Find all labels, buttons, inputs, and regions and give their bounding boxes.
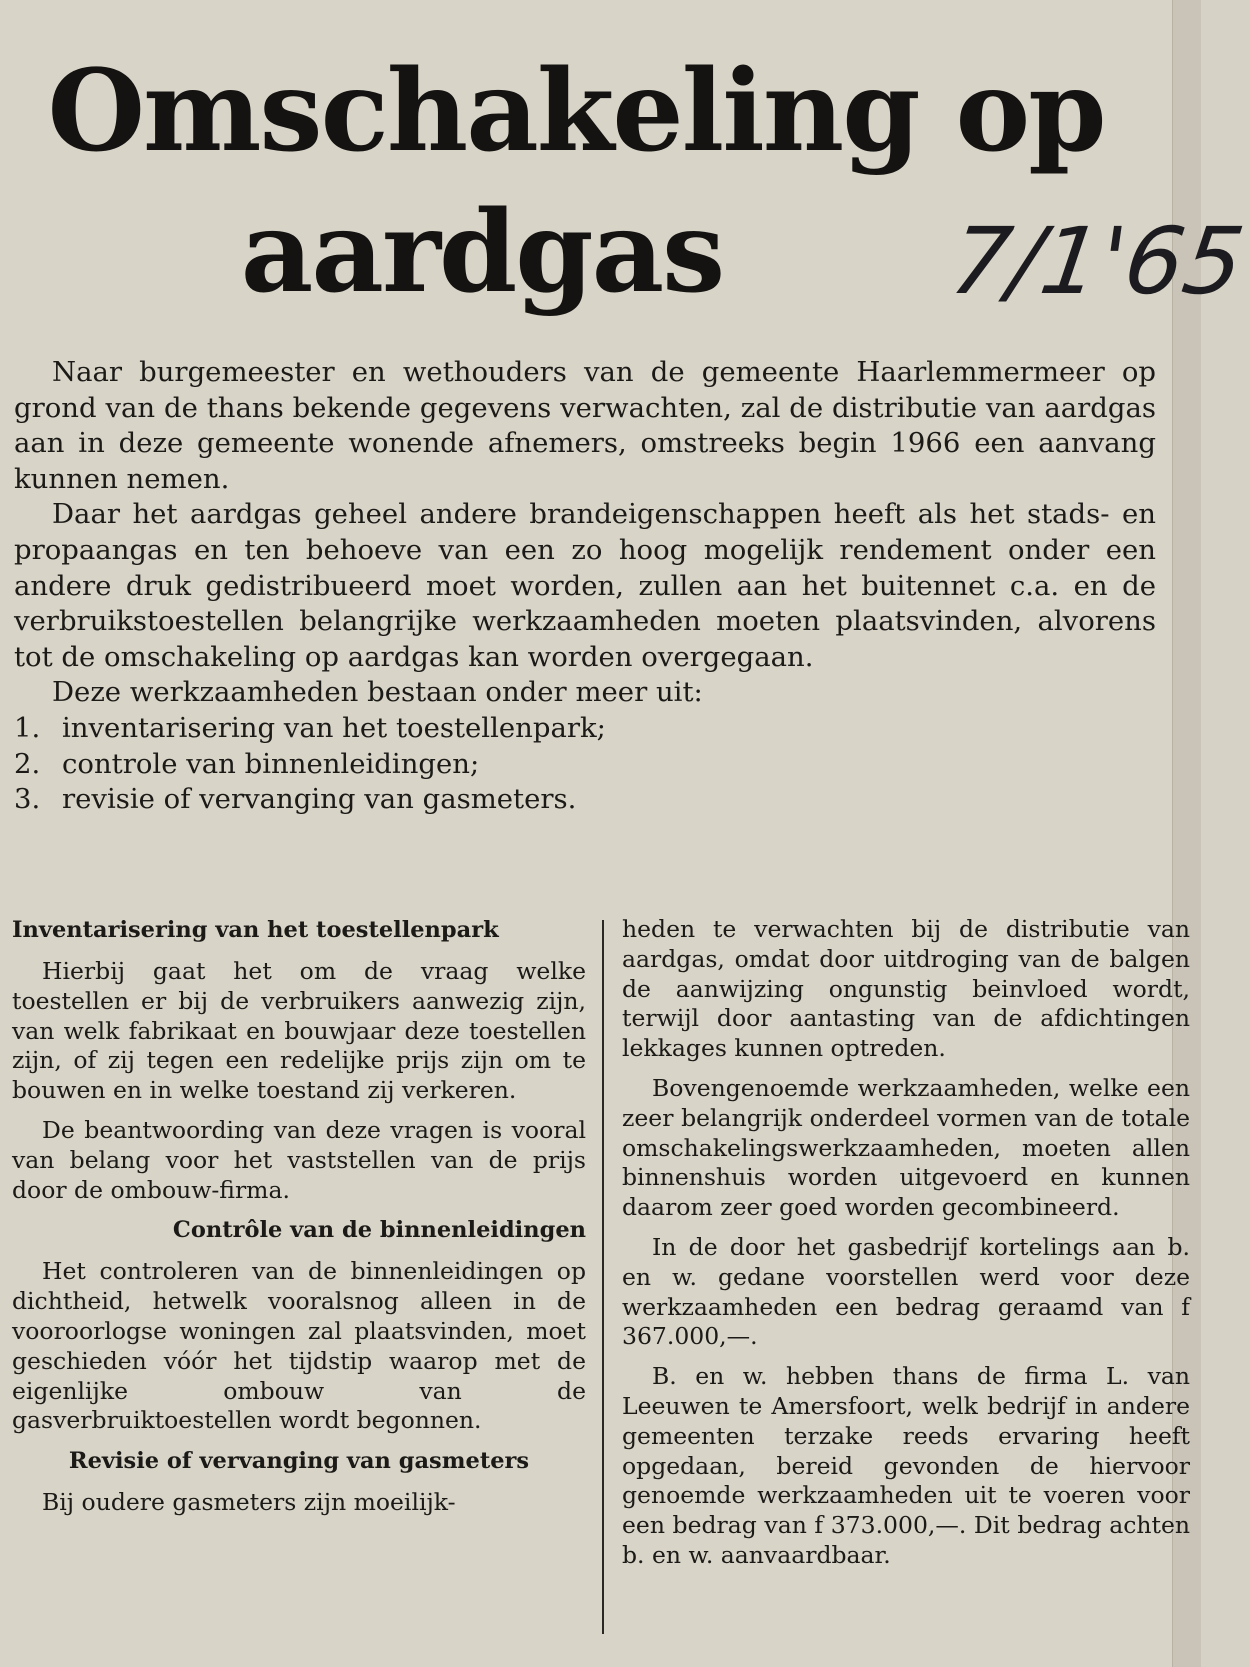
right-column bbox=[622, 915, 1190, 1581]
list-item-text: inventarisering van het toestellenpark; bbox=[62, 711, 606, 744]
intro-paragraph-1: Naar burgemeester en wethouders van de gemeente Haarlemmermeer op grond van de thans bekende gegevens verwachten, zal de distributie van aardgas aan in deze gemeente wonende afnemers, omstreeks begin 1966 een aanvang kunnen nemen. bbox=[14, 356, 1156, 495]
section-heading-inventory: Inventarisering van het toestellenpark bbox=[12, 917, 499, 943]
paragraph: In de door het gasbedrijf kortelings aan b. en w. gedane voorstellen werd voor deze werkzaamheden een bedrag geraamd van f 367.000,—. bbox=[622, 1232, 1190, 1351]
intro-section bbox=[14, 355, 1156, 818]
list-item-text: controle van binnenleidingen; bbox=[62, 747, 480, 780]
list-item bbox=[14, 747, 1156, 783]
paragraph: Het controleren van de binnenleidingen op dichtheid, hetwelk vooralsnog alleen in de vooroorlogse woningen zal plaatsvinden, moet geschieden vóór het tijdstip waarop met de eigenlijke ombouw van de gasverbruiktoestellen wordt begonnen. bbox=[12, 1257, 586, 1435]
list-item bbox=[14, 711, 1156, 747]
handwritten-date: 7/1'65 bbox=[944, 208, 1250, 315]
intro-paragraph-2: Daar het aardgas geheel andere brandeigenschappen heeft als het stads- en propaangas en ten behoeve van een zo hoog mogelijk rendement onder een andere druk gedistribueerd moet worden, zullen aan het buitennet c.a. en de verbruikstoestellen belangrijke werkzaamheden moeten plaatsvinden, alvorens tot de omschakeling op aardgas kan worden overgegaan. bbox=[14, 498, 1156, 673]
list-item-number: 2. bbox=[14, 747, 41, 780]
intro-paragraph-3: Deze werkzaamheden bestaan onder meer uit: bbox=[52, 676, 703, 709]
section-heading-revision: Revisie of vervanging van gasmeters bbox=[68, 1448, 530, 1475]
headline-line-2: aardgas bbox=[240, 187, 724, 318]
list-item-number: 3. bbox=[14, 783, 41, 816]
list-item bbox=[14, 782, 1156, 818]
work-list bbox=[14, 711, 1156, 818]
paragraph: De beantwoording van deze vragen is vooral van belang voor het vaststellen van de prijs door de ombouw-firma. bbox=[12, 1115, 586, 1204]
left-column bbox=[12, 915, 586, 1528]
paragraph: Hierbij gaat het om de vraag welke toestellen er bij de verbruikers aanwezig zijn, van welk fabrikaat en bouwjaar deze toestellen zijn, of zij tegen een redelijke prijs zijn om te bouwen en in welke toestand zij verkeren. bbox=[12, 957, 586, 1105]
headline-line-1: Omschakeling op bbox=[47, 46, 1105, 177]
column-divider bbox=[602, 920, 604, 1634]
paragraph: Bij oudere gasmeters zijn moeilijk- bbox=[42, 1488, 456, 1517]
list-item-text: revisie of vervanging van gasmeters. bbox=[62, 783, 577, 816]
paragraph: Bovengenoemde werkzaamheden, welke een zeer belangrijk onderdeel vormen van de totale omschakelingswerkzaamheden, moeten allen binnenshuis worden uitgevoerd en kunnen daarom zeer goed worden gecombineerd. bbox=[622, 1073, 1190, 1222]
list-item-number: 1. bbox=[14, 711, 41, 744]
section-heading-control: Contrôle van de binnenleidingen bbox=[172, 1217, 586, 1244]
paragraph: B. en w. hebben thans de firma L. van Leeuwen te Amersfoort, welk bedrijf in andere gemeenten terzake reeds ervaring heeft opgedaan, bereid gevonden de hiervoor genoemde werkzaamheden uit te voeren voor een bedrag van f 373.000,—. Dit bedrag achten b. en w. aanvaardbaar. bbox=[622, 1362, 1190, 1569]
paragraph: heden te verwachten bij de distributie van aardgas, omdat door uitdroging van de balgen de aanwijzing ongunstig beinvloed wordt, terwijl door aantasting van de afdichtingen lekkages kunnen optreden. bbox=[622, 915, 1190, 1063]
